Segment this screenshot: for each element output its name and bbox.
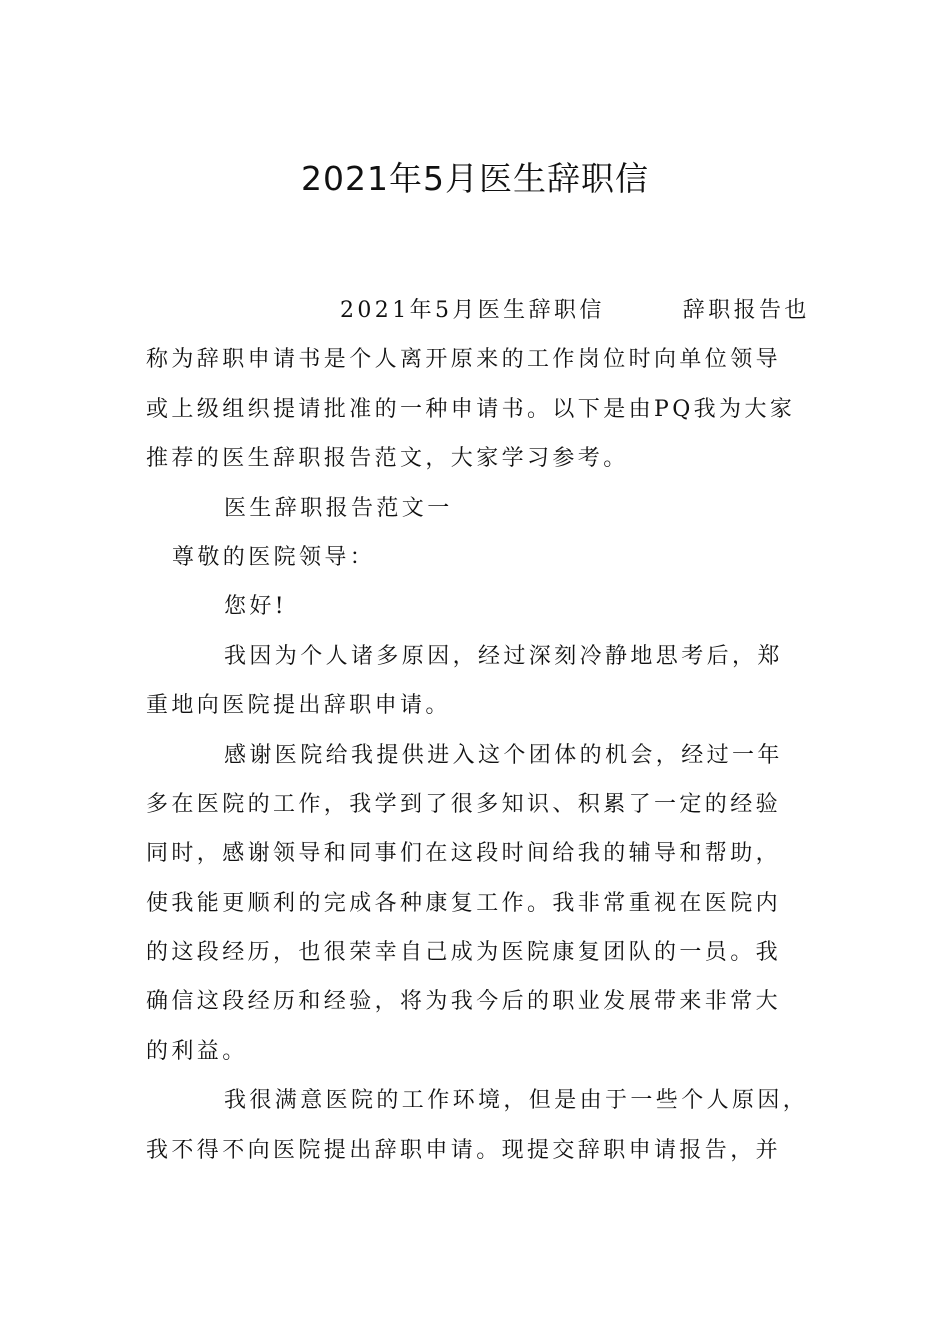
document-body <box>146 286 810 1175</box>
paragraph-line: 多在医院的工作，我学到了很多知识、积累了一定的经验 <box>146 791 782 817</box>
paragraph-line: 的利益。 <box>146 1038 248 1064</box>
paragraph-line: 重地向医院提出辞职申请。 <box>146 693 451 719</box>
paragraph-line: 的这段经历，也很荣幸自己成为医院康复团队的一员。我 <box>146 940 782 966</box>
paragraph-line: 推荐的医生辞职报告范文，大家学习参考。 <box>146 446 629 472</box>
salutation: 尊敬的医院领导： <box>172 544 376 570</box>
document-title: 2021年5月医生辞职信 <box>301 159 649 198</box>
paragraph-line: 使我能更顺利的完成各种康复工作。我非常重视在医院内 <box>146 890 782 916</box>
paragraph-line: 同时，感谢领导和同事们在这段时间给我的辅导和帮助， <box>146 841 782 867</box>
intro-line <box>146 286 810 335</box>
paragraph-line: 我因为个人诸多原因，经过深刻冷静地思考后，郑 <box>224 643 783 669</box>
paragraph-line: 我不得不向医院提出辞职申请。现提交辞职申请报告，并 <box>146 1137 782 1163</box>
paragraph-line: 称为辞职申请书是个人离开原来的工作岗位时向单位领导 <box>146 347 782 373</box>
paragraph-line: 或上级组织提请批准的一种申请书。以下是由PQ我为大家 <box>146 396 796 422</box>
paragraph-line: 我很满意医院的工作环境，但是由于一些个人原因， <box>224 1088 809 1114</box>
paragraph-line: 感谢医院给我提供进入这个团体的机会，经过一年 <box>224 742 783 768</box>
greeting: 您好! <box>224 594 288 620</box>
intro-title-ref: 2021年5月医生辞职信 <box>340 298 605 323</box>
intro-text-start: 辞职报告也 <box>682 298 810 323</box>
section-heading: 医生辞职报告范文一 <box>224 495 453 521</box>
paragraph-line: 确信这段经历和经验，将为我今后的职业发展带来非常大 <box>146 989 782 1015</box>
